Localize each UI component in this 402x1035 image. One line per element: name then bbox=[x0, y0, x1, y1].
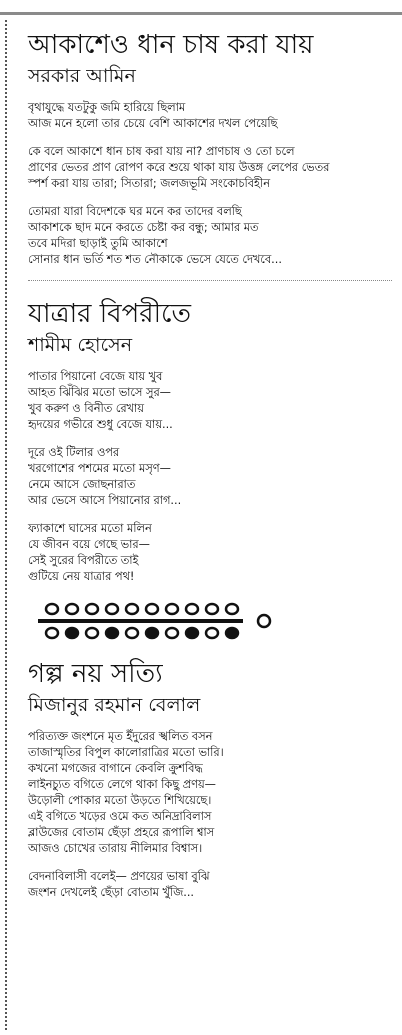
poem-line: বেদনাবিলাসী বলেই— প্রণয়ের ভাষা বুঝি bbox=[28, 870, 210, 883]
poem-line: স্পর্শ করা যায় তারা; সিতারা; জলজভূমি সংকোচবিহীন bbox=[28, 177, 270, 190]
poem-line: সেই সুরের বিপরীতে তাই bbox=[28, 554, 139, 567]
top-rule bbox=[0, 0, 402, 15]
poem-line: যে জীবন বয়ে গেছে ভার— bbox=[28, 538, 150, 551]
poem-title: যাত্রার বিপরীতে bbox=[28, 299, 191, 329]
poem-stanza bbox=[28, 521, 392, 585]
poem-line: পাতার পিয়ানো বেজে যায় খুব bbox=[28, 370, 163, 383]
poem-line: খুব করুণ ও বিনীত রেখায় bbox=[28, 402, 144, 415]
poem-line: হৃদয়ের গভীরে শুধু বেজে যায়... bbox=[28, 418, 173, 431]
ornament-divider-icon bbox=[38, 597, 278, 645]
poem-title: আকাশেও ধান চাষ করা যায় bbox=[28, 30, 314, 60]
poem-column bbox=[28, 30, 392, 913]
poem-author: মিজানুর রহমান বেলাল bbox=[28, 694, 201, 716]
poem-line: পরিত্যক্ত জংশনে মৃত ইঁদুরের স্খলিত বসন bbox=[28, 730, 213, 743]
poem-line: জংশন দেখলেই ছেঁড়া বোতাম খুঁজি... bbox=[28, 886, 195, 899]
poem-line: উড়োলী পোকার মতো উড়তে শিখিয়েছে। bbox=[28, 794, 212, 807]
poem-line: তবে মদিরা ছাড়াই তুমি আকাশে bbox=[28, 237, 168, 250]
poem-block bbox=[28, 30, 392, 268]
poem-author: শামীম হোসেন bbox=[28, 334, 133, 356]
poem-line: আকাশকে ছাদ মনে করতে চেষ্টা কর বন্ধু; আমার মত bbox=[28, 221, 259, 234]
poem-stanza bbox=[28, 144, 392, 192]
poem-line: আজও চোখের তারায় নীলিমার বিশ্বাস। bbox=[28, 842, 203, 855]
poem-stanza bbox=[28, 445, 392, 509]
poem-line: কে বলে আকাশে ধান চাষ করা যায় না? প্রাণচাষ ও তো চলে bbox=[28, 145, 295, 158]
poem-stanza bbox=[28, 729, 392, 857]
poem-line: এই বগিতে খড়ের ওমে কত অনিদ্রাবিলাস bbox=[28, 810, 212, 823]
dotted-margin-rule bbox=[5, 20, 7, 1030]
poem-line: আজ মনে হলো তার চেয়ে বেশি আকাশের দখল পেয়েছি bbox=[28, 117, 278, 130]
poem-stanza bbox=[28, 869, 392, 901]
poem-line: খরগোশের পশমের মতো মসৃণ— bbox=[28, 462, 171, 475]
poem-line: গুটিয়ে নেয় যাত্রার পথ! bbox=[28, 570, 135, 583]
poem-line: বৃথাযুদ্ধে যতটুকু জমি হারিয়ে ছিলাম bbox=[28, 101, 186, 114]
poem-line: প্রাণের ভেতর প্রাণ রোপণ করে শুয়ে থাকা যায় উত্তঙ্গ লেপের ভেতর bbox=[28, 161, 330, 174]
poem-stanza bbox=[28, 204, 392, 268]
poem-line: নেমে আসে জোছনারাত bbox=[28, 478, 136, 491]
poem-title: গল্প নয় সত্যি bbox=[28, 659, 163, 689]
poem-line: সোনার ধান ভর্তি শত শত নৌকাকে ভেসে যেতে দেখবে... bbox=[28, 253, 282, 266]
poem-line: আহত ঝিঁঝির মতো ভাসে সুর— bbox=[28, 386, 171, 399]
poem-block bbox=[28, 659, 392, 901]
poem-line: কখনো মগজের বাগানে কেবলি ক্রুশবিদ্ধ bbox=[28, 762, 203, 775]
poem-line: তোমরা যারা বিদেশকে ঘর মনে কর তাদের বলছি bbox=[28, 205, 242, 218]
poem-line: লাইনচ্যুত বগিতে লেগে থাকা কিছু প্রণয়— bbox=[28, 778, 216, 791]
poem-line: ব্লাউজের বোতাম ছেঁড়া প্রহরে রূপালি শ্বাস bbox=[28, 826, 215, 839]
poem-stanza bbox=[28, 369, 392, 433]
dotted-separator bbox=[28, 280, 392, 281]
poem-author: সরকার আমিন bbox=[28, 65, 136, 87]
poem-stanza bbox=[28, 100, 392, 132]
poem-line: দূরে ওই টিলার ওপর bbox=[28, 446, 120, 459]
poem-line: ফ্যাকাশে ঘাসের মতো মলিন bbox=[28, 522, 152, 535]
poem-block bbox=[28, 299, 392, 585]
poem-line: আর ভেসে আসে পিয়ানোর রাগ... bbox=[28, 494, 182, 507]
poem-line: তাজাস্মৃতির বিপুল কালোরাত্রির মতো ভারি। bbox=[28, 746, 224, 759]
